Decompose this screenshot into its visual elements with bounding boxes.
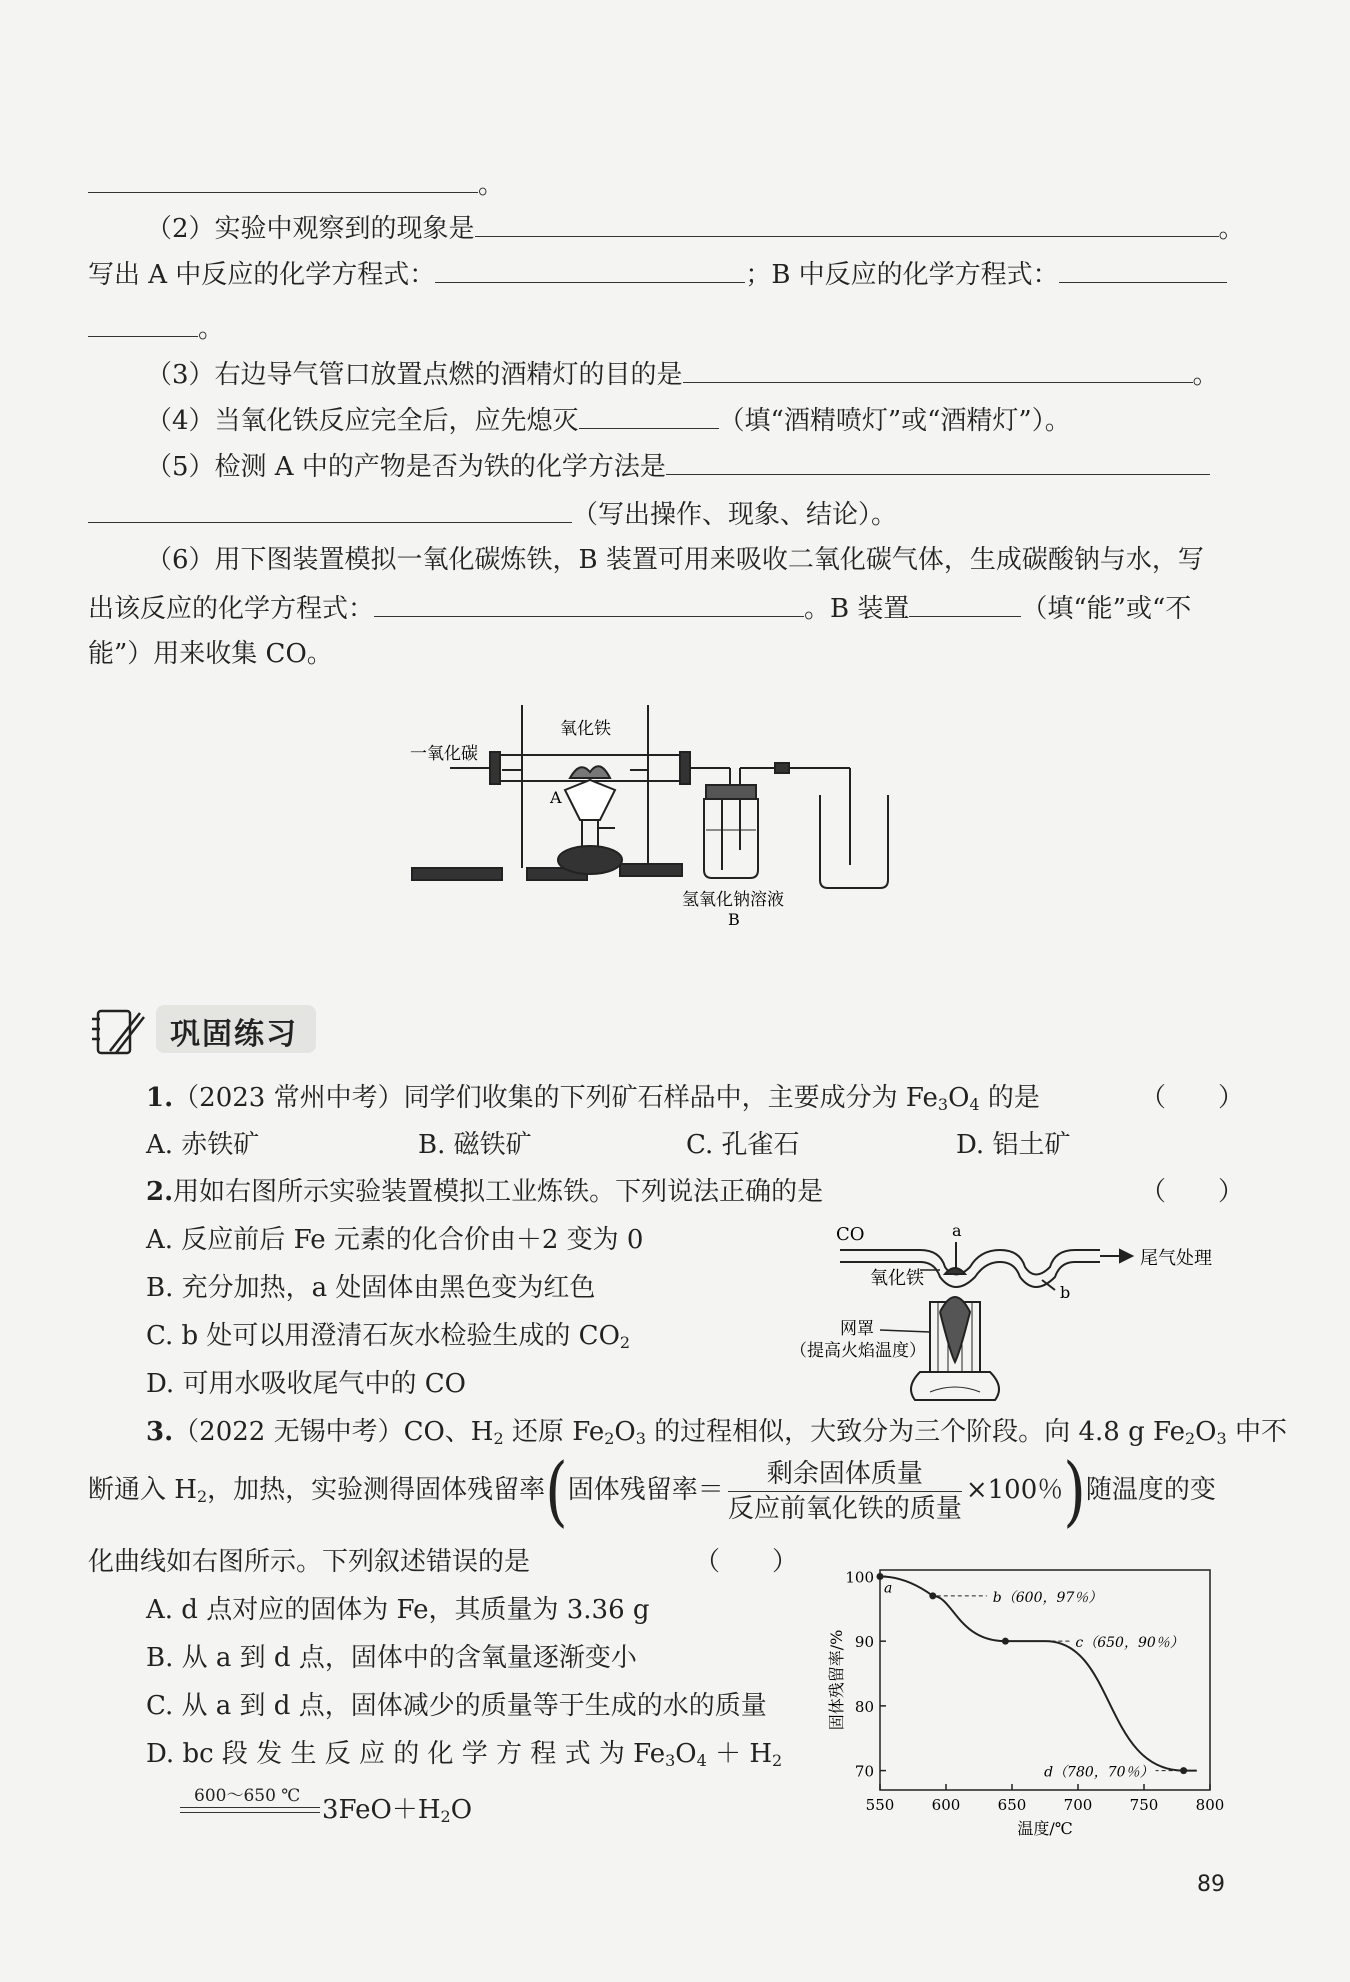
answer-blank[interactable] <box>435 254 745 283</box>
point-d-label: d（780，70％） <box>1044 1764 1154 1781</box>
co-reduction-apparatus-figure <box>410 700 910 930</box>
q1-stem: 1.（2023 常州中考）同学们收集的下列矿石样品中，主要成分为 $Fe_3O_4$ 的是 <box>146 1083 1040 1114</box>
section-title: 巩固练习 <box>170 1017 298 1052</box>
answer-blank[interactable] <box>1059 254 1227 283</box>
question-2-equation-line: 写出 A 中反应的化学方程式： ；B 中反应的化学方程式： <box>88 254 1227 295</box>
q3-line-2: 断通入 $H_2$，加热，实验测得固体残留率(固体残留率＝ $\frac{\text{剩余固体质量}}{\text{反应前氧化铁的质量}}$ ×100％)随温度的变 <box>88 1446 1216 1536</box>
label-net-cover: 网罩 <box>840 1319 874 1339</box>
label-iron-oxide: 氧化铁 <box>560 719 611 739</box>
wash-bottle-b <box>704 799 758 878</box>
q1-option-a[interactable]: A. 赤铁矿 <box>146 1130 260 1160</box>
x-tick-label: 800 <box>1195 1796 1225 1814</box>
q3-equation-product: $3FeO+H_2O$ <box>322 1795 473 1826</box>
label-a: a <box>952 1222 962 1240</box>
iron-oxide-at-a <box>945 1268 965 1274</box>
question-6-line-3: 能”）用来收集 CO。 <box>88 639 333 669</box>
q1-answer-paren[interactable]: （ ） <box>1140 1083 1245 1113</box>
q1-option-d[interactable]: D. 铝土矿 <box>956 1130 1071 1160</box>
y-tick-label: 90 <box>854 1633 874 1652</box>
question-2-line: （2）实验中观察到的现象是 。 <box>146 208 1245 249</box>
iron-oxide-sample <box>570 766 610 778</box>
y-tick-label: 70 <box>854 1762 874 1781</box>
residual-rate-fraction: $\frac{\text{剩余固体质量}}{\text{反应前氧化铁的质量}}$ <box>727 1458 962 1524</box>
q3-option-a[interactable]: A. d 点对应的固体为 Fe，其质量为 3.36 g <box>146 1595 650 1625</box>
q2-option-d[interactable]: D. 可用水吸收尾气中的 CO <box>146 1369 466 1399</box>
answer-blank[interactable] <box>88 494 572 523</box>
answer-blank[interactable] <box>579 400 719 429</box>
label-co: CO <box>836 1224 865 1245</box>
y-axis-label: 固体残留率/% <box>827 1629 846 1731</box>
label-raise-flame-temperature: （提高火焰温度） <box>790 1341 926 1361</box>
q2-option-a[interactable]: A. 反应前后 Fe 元素的化合价由＋2 变为 0 <box>146 1225 644 1255</box>
q3-option-b[interactable]: B. 从 a 到 d 点，固体中的含氧量逐渐变小 <box>146 1643 637 1673</box>
point-b-label: b（600，97％） <box>992 1589 1103 1606</box>
alcohol-lamp <box>911 1372 999 1400</box>
x-axis-label: 温度/℃ <box>1017 1819 1073 1838</box>
x-tick-label: 550 <box>865 1796 895 1814</box>
question-5-line: （5）检测 A 中的产物是否为铁的化学方法是 <box>146 446 1210 487</box>
x-tick-label: 700 <box>1063 1796 1093 1814</box>
x-tick-label: 650 <box>997 1796 1027 1814</box>
answer-blank[interactable] <box>88 308 198 337</box>
point-c-label: c（650，90％） <box>1075 1635 1184 1652</box>
q3-option-d[interactable]: D. bc 段 发 生 反 应 的 化 学 方 程 式 为 $Fe_3O_4 + H_2$ <box>146 1739 783 1770</box>
q1-option-b[interactable]: B. 磁铁矿 <box>418 1130 532 1160</box>
point-b <box>929 1592 936 1599</box>
section-heading <box>88 1003 328 1059</box>
question-6-line-2: 出该反应的化学方程式： 。B 装置 （填“能”或“不 <box>88 588 1191 629</box>
q3-line-3: 化曲线如右图所示。下列叙述错误的是 <box>88 1547 531 1577</box>
w-tube-apparatus-figure <box>780 1222 1230 1402</box>
point-d <box>1180 1767 1187 1774</box>
y-tick-label: 100 <box>845 1568 874 1587</box>
answer-blank[interactable] <box>374 588 804 617</box>
burner-flame <box>565 780 615 820</box>
beaker <box>820 795 888 888</box>
q2-option-b[interactable]: B. 充分加热，a 处固体由黑色变为红色 <box>146 1273 596 1303</box>
answer-blank[interactable] <box>683 354 1193 383</box>
point-a-label: a <box>884 1580 893 1597</box>
reaction-condition-arrow: 600～650 ℃ <box>180 1781 320 1825</box>
question-2-cont-line: 。 <box>88 308 224 349</box>
answer-blank[interactable] <box>666 446 1210 475</box>
x-tick-label: 600 <box>931 1796 961 1814</box>
q3-line-1: 3.（2022 无锡中考）CO、$H_2$ 还原 $Fe_2O_3$ 的过程相似，大致分为三个阶段。向 4.8 g $Fe_2O_3$ 中不 <box>146 1417 1287 1448</box>
question-3-line: （3）右边导气管口放置点燃的酒精灯的目的是 。 <box>146 354 1219 395</box>
notebook-pencil-icon <box>88 1003 150 1059</box>
question-6-line-1: （6）用下图装置模拟一氧化碳炼铁，B 装置可用来吸收二氧化碳气体，生成碳酸钠与水，写 <box>146 545 1204 575</box>
page-number: 89 <box>1197 1872 1225 1897</box>
q1-option-c[interactable]: C. 孔雀石 <box>686 1130 800 1160</box>
label-b: b <box>1060 1283 1071 1302</box>
answer-blank[interactable] <box>88 164 478 193</box>
q2-answer-paren[interactable]: （ ） <box>1140 1177 1245 1207</box>
residual-rate-chart <box>820 1560 1240 1840</box>
label-iron-oxide: 氧化铁 <box>870 1268 924 1289</box>
question-4-line: （4）当氧化铁反应完全后，应先熄灭 （填“酒精喷灯”或“酒精灯”）。 <box>146 400 1071 441</box>
q2-option-c[interactable]: C. b 处可以用澄清石灰水检验生成的 $CO_2$ <box>146 1321 631 1352</box>
label-B: B <box>728 910 740 929</box>
point-a <box>877 1573 884 1580</box>
blank-line-1: 。 <box>88 164 504 205</box>
q2-stem: 2.用如右图所示实验装置模拟工业炼铁。下列说法正确的是 <box>146 1177 824 1207</box>
y-tick-label: 80 <box>854 1697 874 1716</box>
left-stand-base <box>412 868 502 880</box>
answer-blank[interactable] <box>475 208 1219 237</box>
burner-base <box>558 846 622 874</box>
label-A: A <box>550 788 562 807</box>
label-tail-gas-treatment: 尾气处理 <box>1140 1248 1212 1269</box>
point-c <box>1002 1638 1009 1645</box>
label-naoh-solution: 氢氧化钠溶液 <box>682 890 784 910</box>
q3-option-c[interactable]: C. 从 a 到 d 点，固体减少的质量等于生成的水的质量 <box>146 1691 767 1721</box>
answer-blank[interactable] <box>909 588 1021 617</box>
label-carbon-monoxide: 一氧化碳 <box>410 744 478 764</box>
q3-answer-paren[interactable]: （ ） <box>694 1547 799 1577</box>
x-tick-label: 750 <box>1129 1796 1159 1814</box>
question-5-cont-line: （写出操作、现象、结论）。 <box>88 494 897 535</box>
